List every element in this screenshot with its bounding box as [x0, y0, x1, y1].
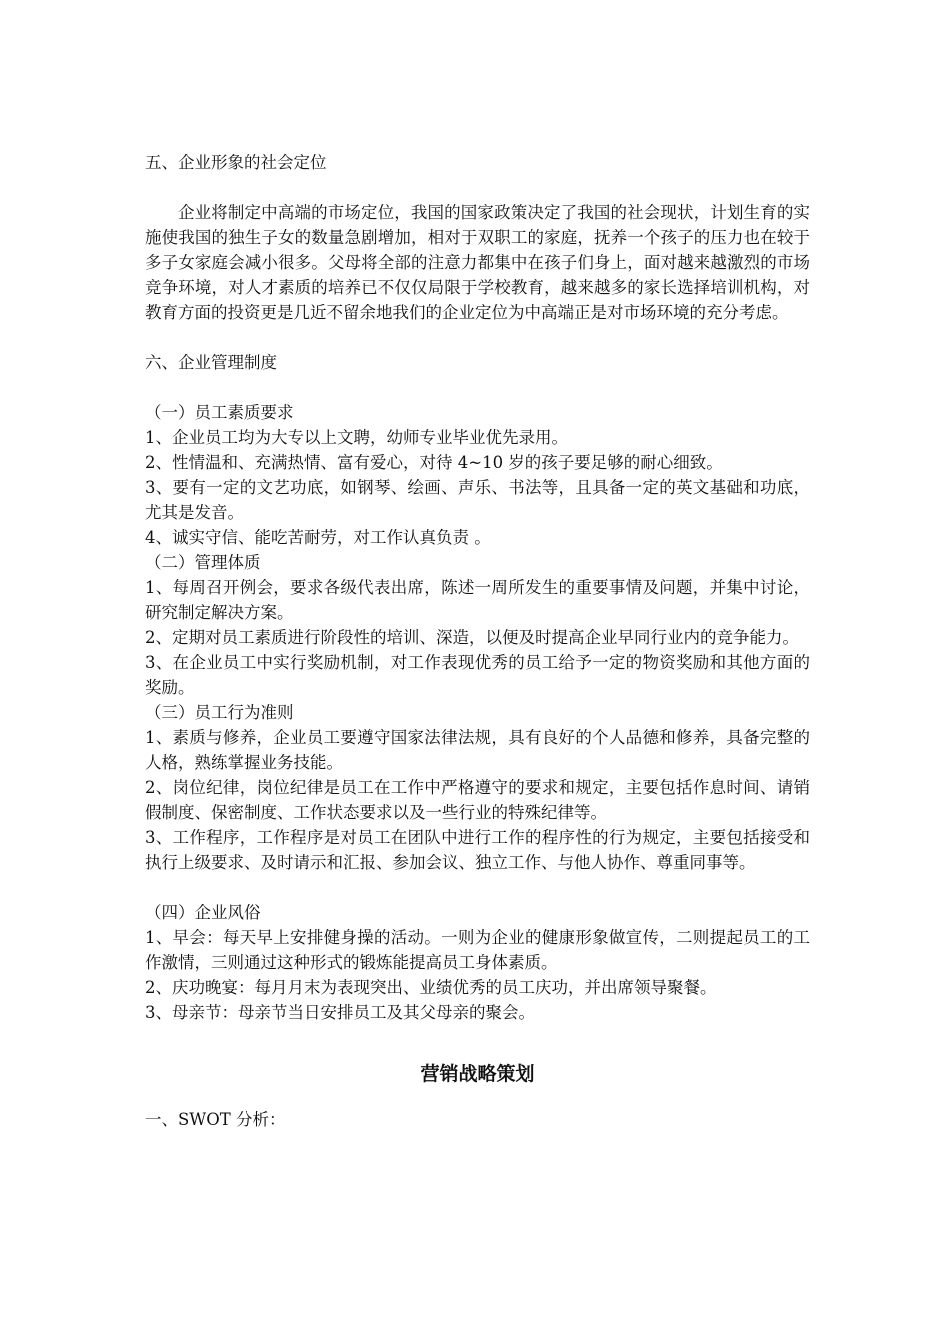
list-item: 3、母亲节：母亲节当日安排员工及其父母亲的聚会。	[145, 1003, 535, 1022]
section5-paragraph: 企业将制定中高端的市场定位，我国的国家政策决定了我国的社会现状，计划生育的实施使我国的独生子女的数量急剧增加，相对于双职工的家庭，抚养一个孩子的压力也在较于多子女家庭会减小很多。父母将全部的注意力都集中在孩子们身上，面对越来越激烈的市场竞争环境，对人才素质的培养已不仅仅局限于学校教育，越来越多的家长选择培训机构，对教育方面的投资更是几近不留余地我们的企业定位为中高端正是对市场环境的充分考虑。	[145, 203, 810, 322]
spacer	[145, 875, 810, 900]
list-item: 2、岗位纪律，岗位纪律是员工在工作中严格遵守的要求和规定，主要包括作息时间、请销假制度、保密制度、工作状态要求以及一些行业的特殊纪律等。	[145, 778, 810, 822]
list-item: 2、定期对员工素质进行阶段性的培训、深造，以便及时提高企业早同行业内的竞争能力。	[145, 628, 799, 647]
section5-heading: 五、企业形象的社会定位	[145, 153, 327, 172]
list-item: 1、早会：每天早上安排健身操的活动。一则为企业的健康形象做宣传，二则提起员工的工作激情，三则通过这种形式的锻炼能提高员工身体素质。	[145, 928, 810, 972]
list-item: 1、每周召开例会，要求各级代表出席，陈述一周所发生的重要事情及问题，并集中讨论，研究制定解决方案。	[145, 578, 810, 622]
list-item: 1、企业员工均为大专以上文聘，幼师专业毕业优先录用。	[145, 428, 568, 447]
document-page	[145, 150, 810, 1132]
list-item: 3、在企业员工中实行奖励机制，对工作表现优秀的员工给予一定的物资奖励和其他方面的奖励。	[145, 653, 810, 697]
marketing-title: 营销战略策划	[420, 1063, 535, 1085]
list-item: 3、要有一定的文艺功底，如钢琴、绘画、声乐、书法等，且具备一定的英文基础和功底，尤其是发音。	[145, 478, 810, 522]
list-item: 2、庆功晚宴：每月月末为表现突出、业绩优秀的员工庆功，并出席领导聚餐。	[145, 978, 717, 997]
spacer	[145, 375, 810, 400]
list-item: 2、性情温和、充满热情、富有爱心，对待 4~10 岁的孩子要足够的耐心细致。	[145, 453, 723, 472]
spacer	[145, 325, 810, 350]
sub3-title: （三）员工行为准则	[145, 703, 294, 722]
list-item: 3、工作程序，工作程序是对员工在团队中进行工作的程序性的行为规定，主要包括接受和执行上级要求、及时请示和汇报、参加会议、独立工作、与他人协作、尊重同事等。	[145, 828, 810, 872]
spacer	[145, 175, 810, 200]
sub2-title: （二）管理体质	[145, 553, 261, 572]
sub1-title: （一）员工素质要求	[145, 403, 294, 422]
sub4-title: （四）企业风俗	[145, 903, 261, 922]
swot-heading: 一、SWOT 分析：	[145, 1110, 286, 1129]
section6-heading: 六、企业管理制度	[145, 353, 277, 372]
list-item: 4、诚实守信、能吃苦耐劳，对工作认真负责 。	[145, 528, 491, 547]
list-item: 1、素质与修养，企业员工要遵守国家法律法规，具有良好的个人品德和修养，具备完整的人格，熟练掌握业务技能。	[145, 728, 810, 772]
